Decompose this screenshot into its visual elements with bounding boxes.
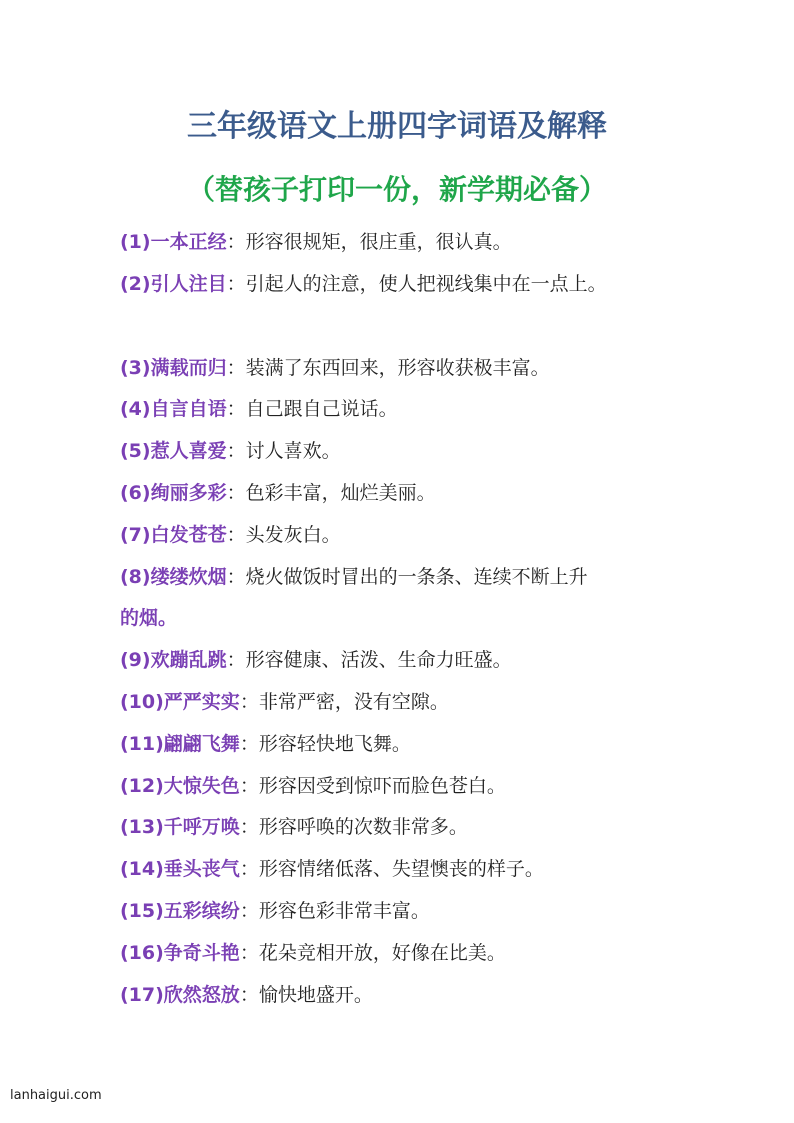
entry-definition: 非常严密，没有空隙。 [258, 690, 449, 713]
entry-term: (6)绚丽多彩 [120, 481, 227, 504]
entry-term: (11)翩翩飞舞 [120, 732, 240, 755]
entry-definition: 形容轻快地飞舞。 [258, 732, 411, 755]
entry-term: (12)大惊失色 [120, 774, 240, 797]
entry-definition: 烧火做饭时冒出的一条条、连续不断上升 [245, 565, 588, 588]
entry-separator: ： [226, 356, 246, 379]
list-item [120, 348, 760, 390]
entry-term: (13)千呼万唤 [120, 816, 240, 839]
entry-definition: 愉快地盛开。 [258, 983, 373, 1006]
entry-term: (9)欢蹦乱跳 [120, 649, 227, 672]
list-item [120, 389, 760, 431]
entry-separator: ： [239, 899, 259, 922]
entry-term: (14)垂头丧气 [120, 858, 240, 881]
entry-separator: ： [226, 565, 246, 588]
entry-separator: ： [239, 983, 259, 1006]
entry-definition: 花朵竞相开放，好像在比美。 [258, 941, 506, 964]
entry-separator: ： [226, 481, 246, 504]
entry-term: (3)满载而归 [120, 356, 227, 379]
entry-definition: 形容情绪低落、失望懊丧的样子。 [258, 858, 544, 881]
entry-term: (4)自言自语 [120, 398, 227, 421]
list-item [120, 724, 760, 766]
page-title: 三年级语文上册四字词语及解释 [187, 109, 607, 144]
entry-definition: 色彩丰富，灿烂美丽。 [245, 481, 436, 504]
list-item [120, 515, 760, 557]
entry-term: (5)惹人喜爱 [120, 440, 227, 463]
list-item [120, 640, 760, 682]
entry-separator: ： [226, 272, 246, 295]
entry-separator: ： [226, 398, 246, 421]
entry-term: (2)引人注目 [120, 272, 227, 295]
entry-term: (17)欣然怒放 [120, 983, 240, 1006]
list-item [120, 891, 760, 933]
list-item [120, 222, 760, 264]
entry-separator: ： [239, 858, 259, 881]
list-item [120, 682, 760, 724]
entry-term: (16)争奇斗艳 [120, 941, 240, 964]
entry-definition: 自己跟自己说话。 [245, 398, 398, 421]
entry-term: (10)严严实实 [120, 690, 240, 713]
entry-definition: 头发灰白。 [245, 523, 341, 546]
list-item [120, 975, 760, 1017]
entry-separator: ： [239, 941, 259, 964]
entry-definition: 装满了东西回来，形容收获极丰富。 [245, 356, 550, 379]
entry-separator: ： [239, 774, 259, 797]
list-item [120, 431, 760, 473]
list-item [120, 933, 760, 975]
entry-separator: ： [239, 732, 259, 755]
entry-definition: 讨人喜欢。 [245, 440, 341, 463]
entry-separator: ： [239, 816, 259, 839]
entry-definition: 形容因受到惊吓而脸色苍白。 [258, 774, 506, 797]
entry-definition: 形容健康、活泼、生命力旺盛。 [245, 649, 512, 672]
page-subtitle: （替孩子打印一份，新学期必备） [186, 173, 607, 206]
list-item [120, 557, 760, 599]
entry-term: (8)缕缕炊烟 [120, 565, 227, 588]
entry-term: (1)一本正经 [120, 231, 227, 253]
entry-separator: ： [226, 440, 246, 463]
entry-list [120, 222, 760, 1016]
entry-term: (7)白发苍苍 [120, 523, 227, 546]
entry-separator: ： [226, 649, 246, 672]
list-item [120, 849, 760, 891]
list-item [120, 766, 760, 808]
footer-watermark: lanhaigui.com [10, 1088, 102, 1103]
entry-definition-continued: 的烟。 [120, 607, 178, 630]
list-item [120, 807, 760, 849]
entry-definition: 形容色彩非常丰富。 [258, 899, 430, 922]
entry-definition: 引起人的注意，使人把视线集中在一点上。 [245, 272, 607, 295]
entry-term: (15)五彩缤纷 [120, 899, 240, 922]
entry-definition: 形容呼唤的次数非常多。 [258, 816, 468, 839]
entry-separator: ： [226, 523, 246, 546]
list-item [120, 264, 760, 306]
entry-separator: ： [226, 231, 246, 253]
entry-definition: 形容很规矩，很庄重，很认真。 [245, 231, 512, 253]
entry-separator: ： [239, 690, 259, 713]
list-item [120, 473, 760, 515]
